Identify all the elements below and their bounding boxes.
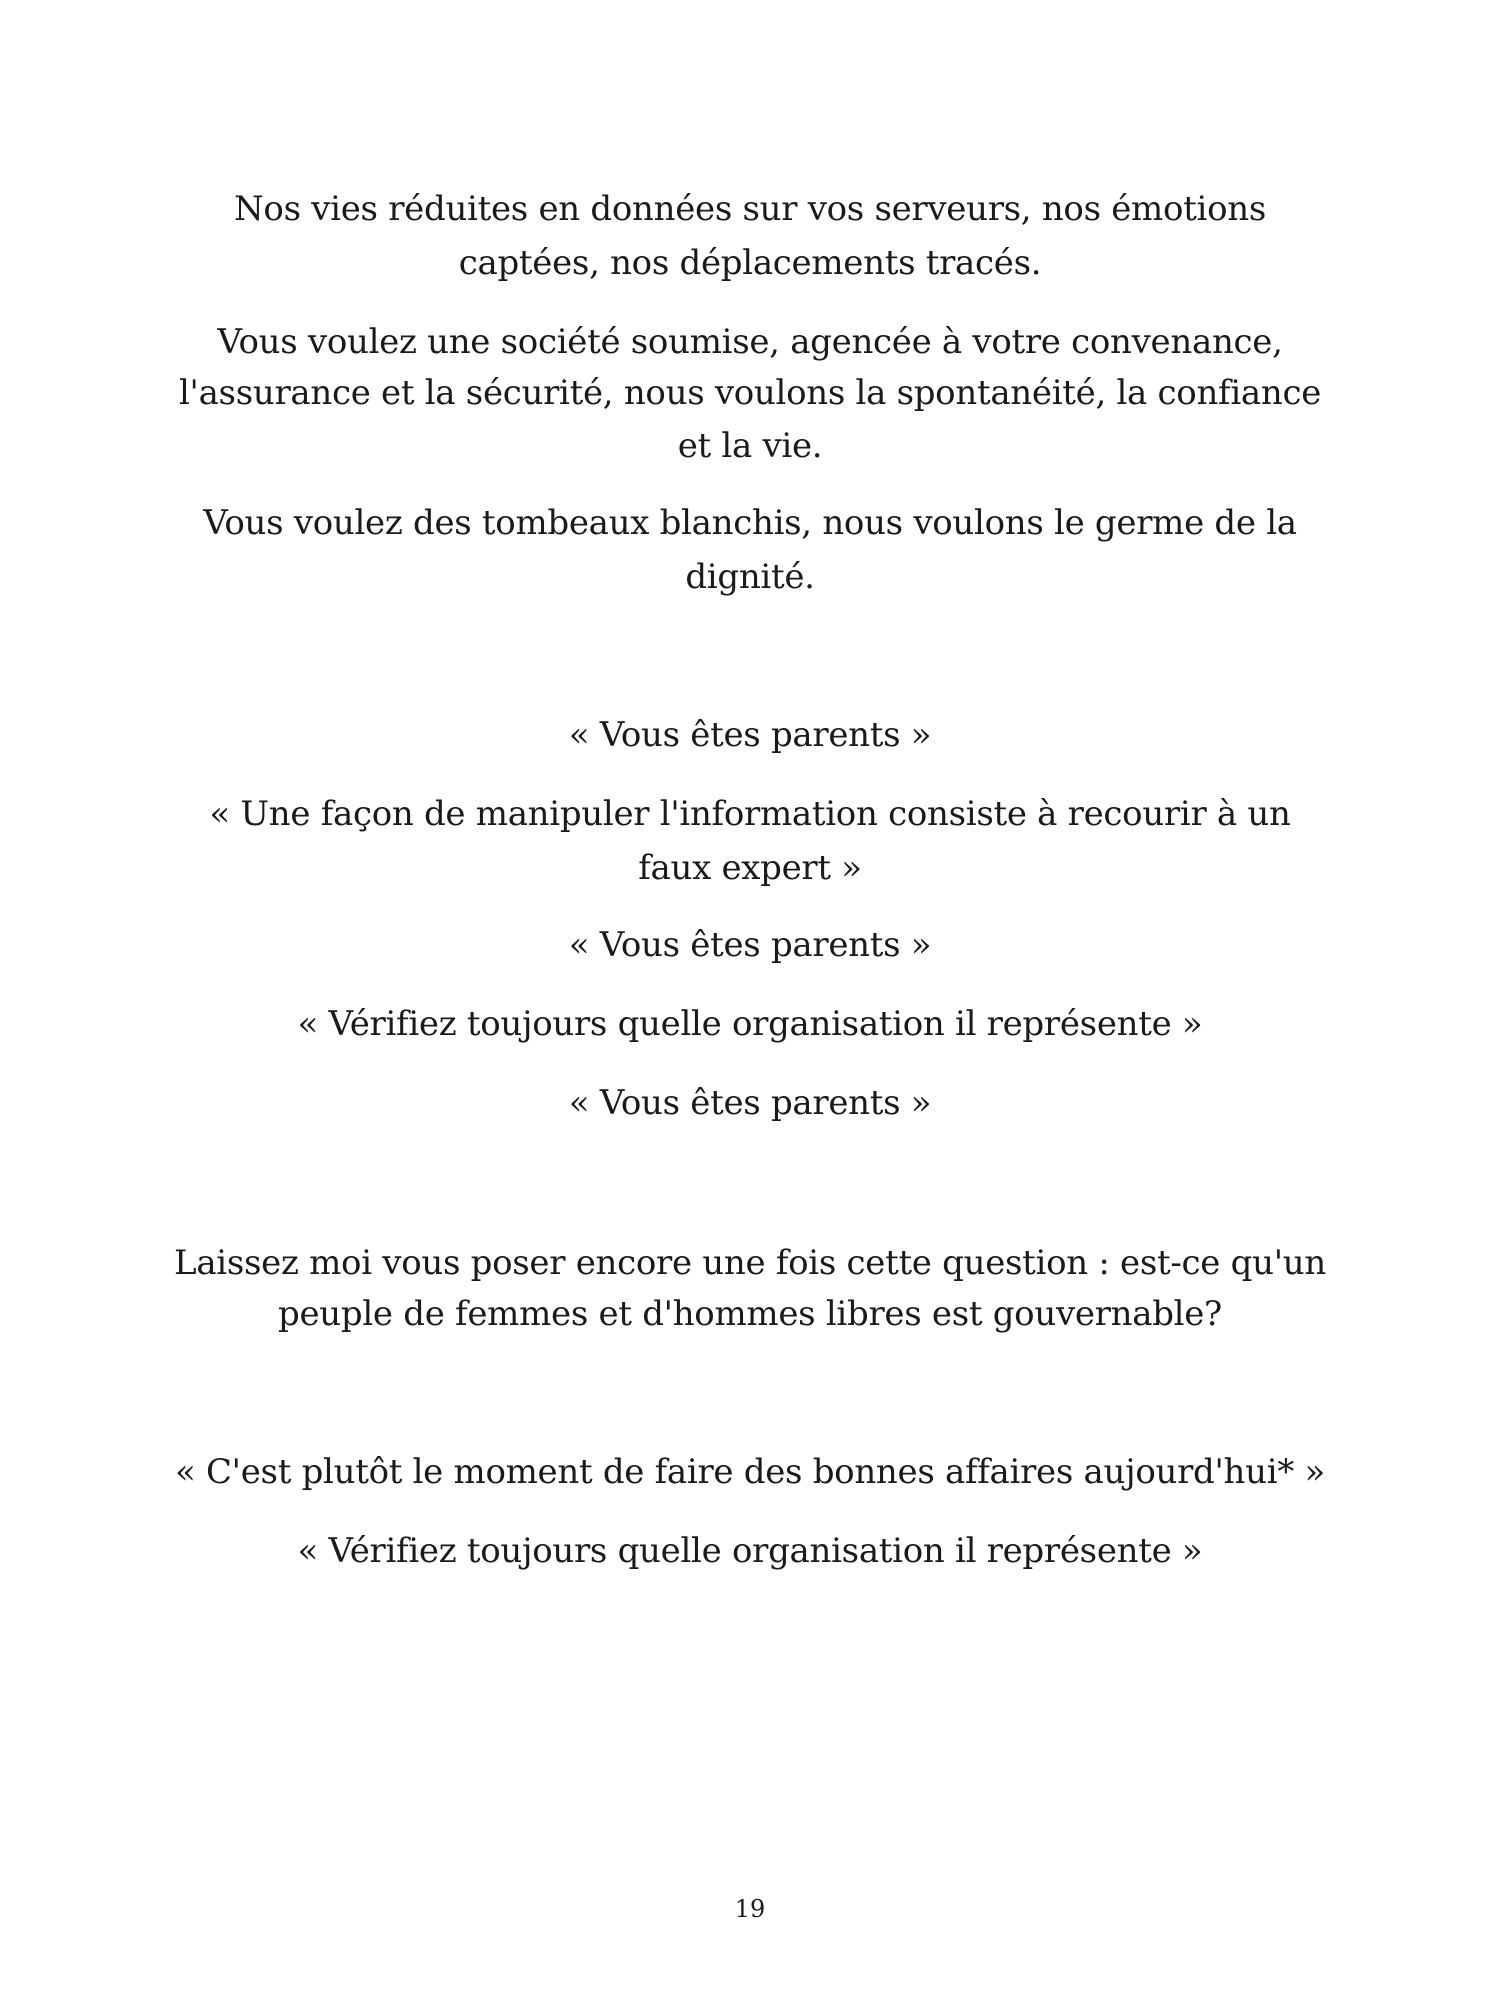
quote-line: « Vous êtes parents »: [568, 715, 932, 755]
quote-line: « Une façon de manipuler l'information consiste à recourir à un: [209, 794, 1291, 834]
text-line: captées, nos déplacements tracés.: [458, 243, 1042, 283]
text-line: et la vie.: [677, 426, 823, 466]
quote-line: « Vous êtes parents »: [568, 925, 932, 965]
text-line: dignité.: [685, 557, 815, 597]
quote-line: « C'est plutôt le moment de faire des bonnes affaires aujourd'hui* »: [174, 1452, 1326, 1492]
text-line: peuple de femmes et d'hommes libres est gouvernable?: [278, 1294, 1222, 1334]
quote-line: faux expert »: [638, 848, 862, 888]
text-line: Laissez moi vous poser encore une fois cette question : est-ce qu'un: [174, 1243, 1326, 1283]
quote-line: « Vérifiez toujours quelle organisation il représente »: [297, 1004, 1203, 1044]
page-number: 19: [734, 1895, 766, 1923]
quote-line: « Vous êtes parents »: [568, 1083, 932, 1123]
text-line: Vous voulez une société soumise, agencée à votre convenance,: [217, 322, 1283, 362]
text-line: Nos vies réduites en données sur vos serveurs, nos émotions: [233, 189, 1267, 229]
text-line: Vous voulez des tombeaux blanchis, nous voulons le germe de la: [203, 503, 1297, 543]
quote-line: « Vérifiez toujours quelle organisation il représente »: [297, 1531, 1203, 1571]
text-line: l'assurance et la sécurité, nous voulons la spontanéité, la confiance: [178, 373, 1322, 413]
